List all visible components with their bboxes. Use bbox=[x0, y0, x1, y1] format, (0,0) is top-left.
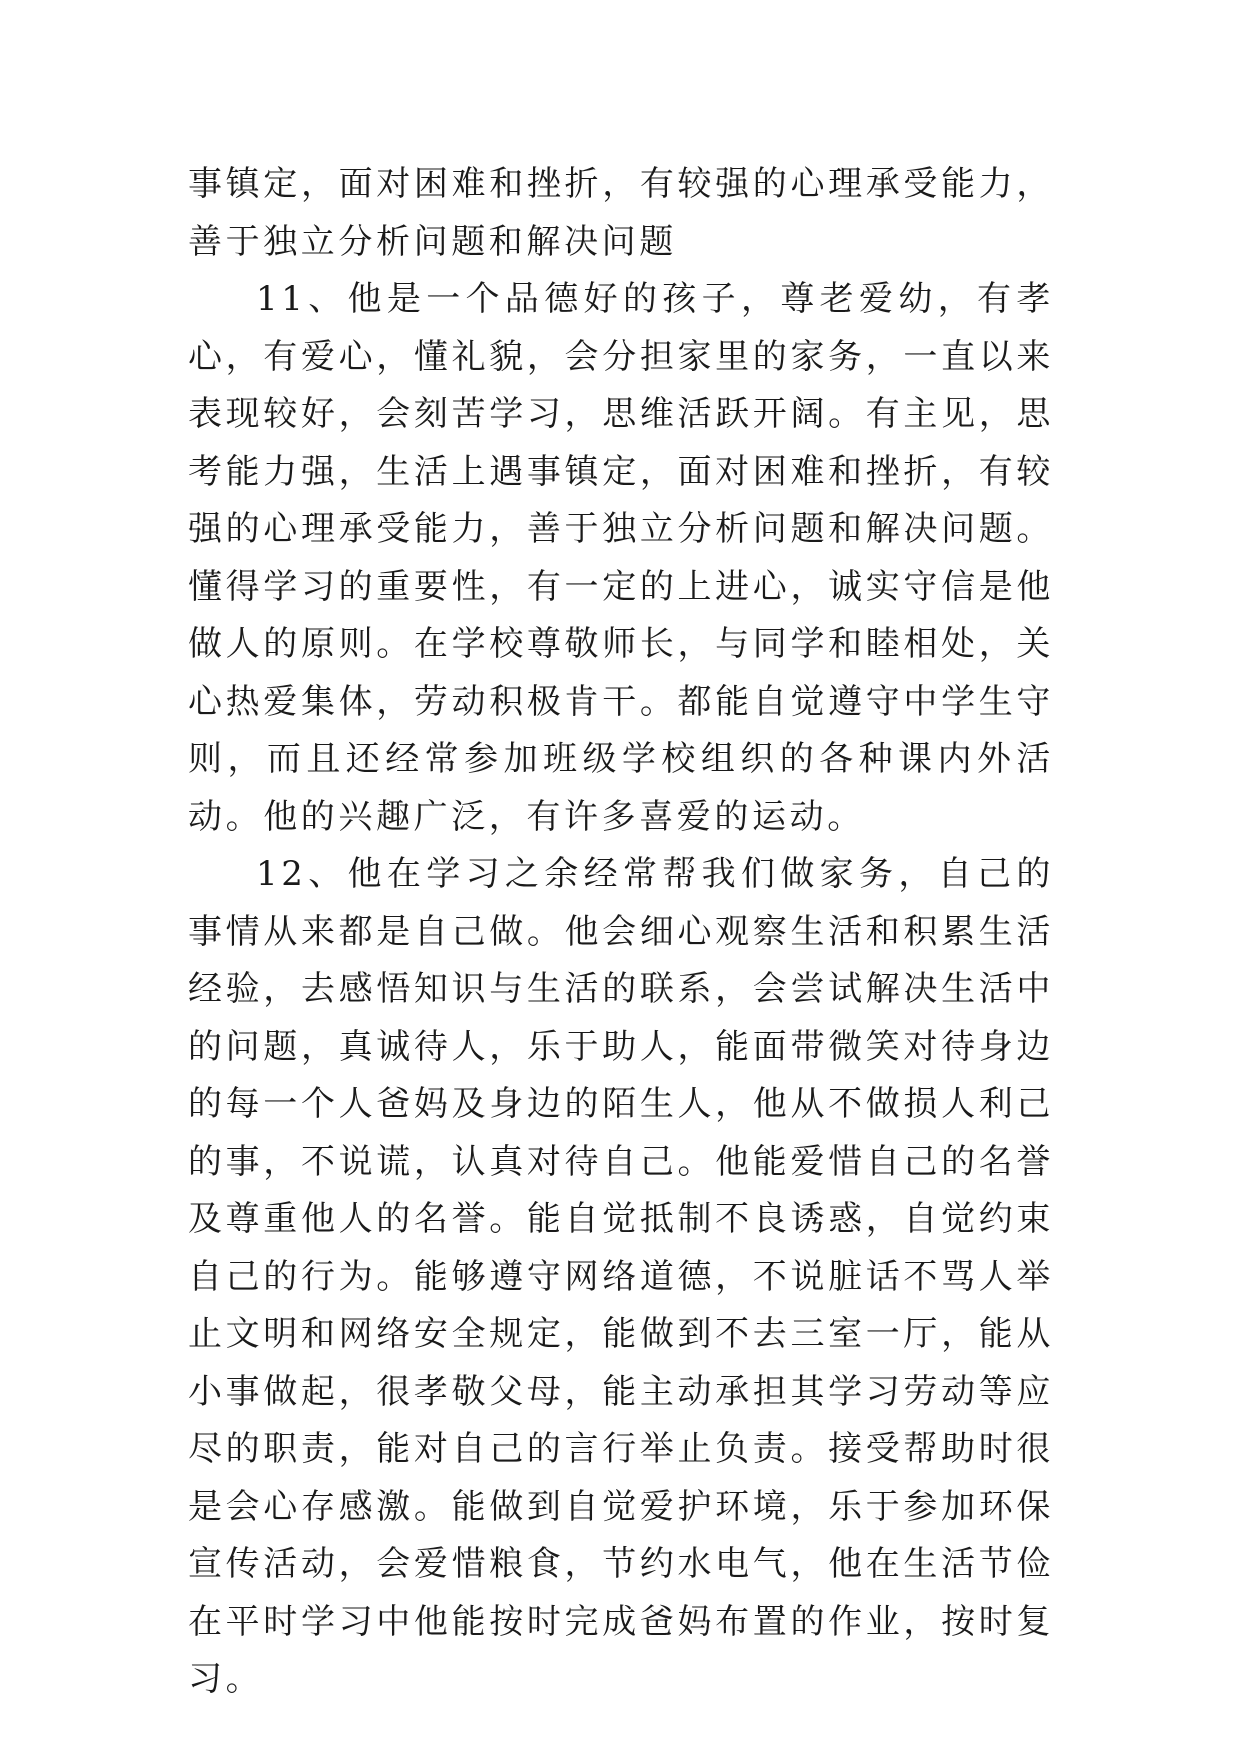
paragraph-11: 11、他是一个品德好的孩子，尊老爱幼，有孝心，有爱心，懂礼貌，会分担家里的家务，一直以来表现较好，会刻苦学习，思维活跃开阔。有主见，思考能力强，生活上遇事镇定，面对困难和挫折，有较强的心理承受能力，善于独立分析问题和解决问题。懂得学习的重要性，有一定的上进心，诚实守信是他做人的原则。在学校尊敬师长，与同学和睦相处，关心热爱集体，劳动积极肯干。都能自觉遵守中学生守则，而且还经常参加班级学校组织的各种课内外活动。他的兴趣广泛，有许多喜爱的运动。 bbox=[188, 279, 1054, 837]
paragraph-continued: 事镇定，面对困难和挫折，有较强的心理承受能力，善于独立分析问题和解决问题 bbox=[188, 164, 1054, 262]
document-body bbox=[188, 156, 1054, 1709]
paragraph-12: 12、他在学习之余经常帮我们做家务，自己的事情从来都是自己做。他会细心观察生活和积累生活经验，去感悟知识与生活的联系，会尝试解决生活中的问题，真诚待人，乐于助人，能面带微笑对待身边的每一个人爸妈及身边的陌生人，他从不做损人利己的事，不说谎，认真对待自己。他能爱惜自己的名誉及尊重他人的名誉。能自觉抵制不良诱惑，自觉约束自己的行为。能够遵守网络道德，不说脏话不骂人举止文明和网络安全规定，能做到不去三室一厅，能从小事做起，很孝敬父母，能主动承担其学习劳动等应尽的职责，能对自己的言行举止负责。接受帮助时很是会心存感激。能做到自觉爱护环境，乐于参加环保宣传活动，会爱惜粮食，节约水电气，他在生活节俭在平时学习中他能按时完成爸妈布置的作业，按时复习。 bbox=[188, 854, 1054, 1699]
